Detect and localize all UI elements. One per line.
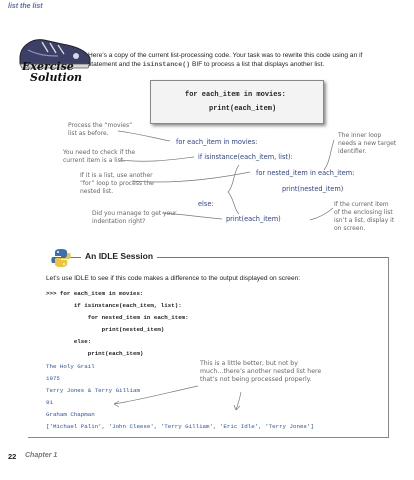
chapter-label: Chapter 1 [25, 452, 58, 459]
annotation-line: “for” loop to process the [80, 180, 154, 187]
solution-line: for nested_item in each_item: [256, 169, 355, 177]
shell-line: print(each_item) [46, 350, 144, 357]
solution-line: print(nested_item) [282, 185, 344, 193]
output-line: 1975 [46, 375, 60, 382]
solution-line: print(each_item) [226, 215, 281, 223]
note-line: much…there’s another nested list here [200, 368, 322, 375]
shell-line: else: [46, 338, 92, 345]
code-line: print(each_item) [209, 105, 277, 113]
idle-intro: Let’s use IDLE to see if this code makes a difference to the output displayed on screen: [46, 275, 301, 282]
annotation-line: The inner loop [338, 132, 382, 139]
annotation-line: If it is a list, use another [80, 172, 153, 179]
annotation-line: of the enclosing list [334, 209, 393, 216]
annotation-line: You need to check if the [63, 149, 136, 156]
annotation-line: list as before. [68, 130, 109, 137]
intro-text: Here’s a copy of the current list-processing code. Your task was to rewrite this code using an if [88, 52, 363, 59]
idle-session-title: An IDLE Session [81, 251, 157, 261]
solution-label: Solution [30, 71, 83, 84]
code-line: for each_item in movies: [185, 91, 286, 99]
solution-line: for each_item in movies: [176, 138, 258, 146]
intro-code: isinstance() [142, 60, 191, 68]
intro-text: statement and the [88, 60, 141, 68]
solution-line: else: [198, 200, 214, 208]
shell-line: if isinstance(each_item, list): [46, 302, 182, 309]
section-header: list the list [8, 3, 43, 10]
annotation-line: indentation right? [92, 218, 146, 225]
shell-line: >>> for each_item in movies: [46, 290, 144, 297]
exercise-label: Exercise [22, 60, 74, 73]
note-line: This is a little better, but not by [200, 360, 298, 367]
page-number: 22 [8, 452, 17, 461]
annotation-line: on screen. [334, 225, 366, 232]
annotation-line: Process the “movies” [68, 122, 133, 129]
annotation-line: current item is a list. [63, 157, 126, 164]
annotation-line: Did you manage to get your [92, 210, 177, 217]
output-line: ['Michael Palin', 'John Cleese', 'Terry Gilliam', 'Eric Idle', 'Terry Jones'] [46, 423, 314, 430]
annotation-line: nested list. [80, 188, 114, 195]
shell-line: print(nested_item) [46, 326, 165, 333]
note-line: that’s not being processed properly. [200, 376, 312, 383]
intro-text: BIF to process a list that displays another list. [191, 60, 325, 68]
annotation-line: identifier. [338, 148, 367, 155]
output-line: Graham Chapman [46, 411, 95, 418]
shell-line: for nested_item in each_item: [46, 314, 189, 321]
output-line: 91 [46, 399, 53, 406]
output-line: Terry Jones & Terry Gilliam [46, 387, 140, 394]
solution-line: if isinstance(each_item, list): [198, 153, 293, 161]
annotation-line: needs a new target [338, 140, 397, 147]
annotation-line: isn’t a list, display it [334, 217, 395, 224]
annotation-line: If the current item [334, 201, 389, 208]
output-line: The Holy Grail [46, 363, 95, 370]
